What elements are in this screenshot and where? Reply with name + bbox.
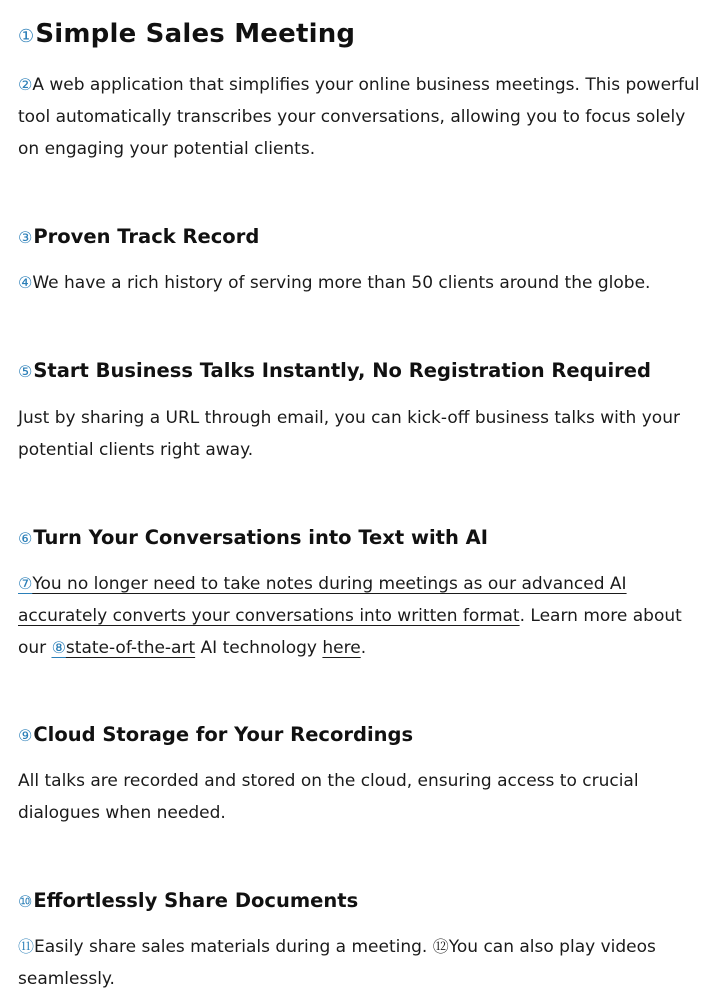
section-body-business-talks — [18, 402, 702, 466]
marker-4: ④ — [18, 273, 33, 292]
state-of-the-art-link-text: state-of-the-art — [65, 638, 196, 658]
section-title-text: Turn Your Conversations into Text with AI — [33, 526, 489, 549]
section-body-text: Just by sharing a URL through email, you can kick-off business talks with your potential clients right away. — [18, 408, 680, 460]
section-body-text: We have a rich history of serving more than 50 clients around the globe. — [32, 273, 651, 293]
static-text: . Learn more about our — [18, 606, 682, 658]
section-title-share-documents — [18, 887, 702, 916]
section-title-text: Cloud Storage for Your Recordings — [33, 723, 414, 746]
section-title-track-record — [18, 223, 702, 252]
static-text: . — [360, 638, 367, 658]
marker-2: ② — [18, 75, 33, 94]
here-link[interactable]: here — [322, 638, 361, 658]
section-body-cloud-storage — [18, 765, 702, 829]
marker-11: ⑪ — [18, 937, 35, 956]
marker-7: ⑦ — [18, 574, 33, 593]
section-body-text: All talks are recorded and stored on the cloud, ensuring access to crucial dialogues when needed. — [18, 771, 639, 823]
section-title-text: Start Business Talks Instantly, No Registration Required — [33, 359, 651, 382]
page-title — [18, 16, 702, 55]
marker-9: ⑨ — [18, 726, 33, 745]
marker-8: ⑧ — [51, 638, 66, 657]
marker-3: ③ — [18, 228, 33, 247]
page-title-text: Simple Sales Meeting — [35, 19, 356, 49]
section-body-text-2: You can also play videos seamlessly. — [18, 937, 656, 989]
marker-1: ① — [18, 26, 35, 47]
section-body-ai-text — [18, 568, 702, 664]
section-title-text: Proven Track Record — [33, 225, 260, 248]
static-text: AI technology — [195, 638, 323, 658]
marker-10: ⑩ — [18, 892, 33, 911]
section-title-ai-text — [18, 524, 702, 553]
intro-text: A web application that simplifies your online business meetings. This powerful tool automatically transcribes your conversations, allowing you to focus solely on engaging your potential clients. — [18, 75, 700, 159]
transcription-link-text: You no longer need to take notes during meetings as our advanced AI accurately converts your conversations into written format — [18, 574, 627, 626]
marker-5: ⑤ — [18, 362, 33, 381]
section-body-track-record — [18, 267, 702, 299]
section-title-business-talks — [18, 357, 702, 386]
marker-6: ⑥ — [18, 529, 33, 548]
section-body-share-documents — [18, 931, 702, 995]
section-body-text: Easily share sales materials during a meeting. — [34, 937, 433, 957]
marker-12: ⑫ — [432, 937, 449, 956]
section-title-cloud-storage — [18, 721, 702, 750]
section-title-text: Effortlessly Share Documents — [33, 889, 359, 912]
state-of-the-art-link[interactable] — [52, 638, 196, 658]
intro-paragraph — [18, 69, 702, 165]
